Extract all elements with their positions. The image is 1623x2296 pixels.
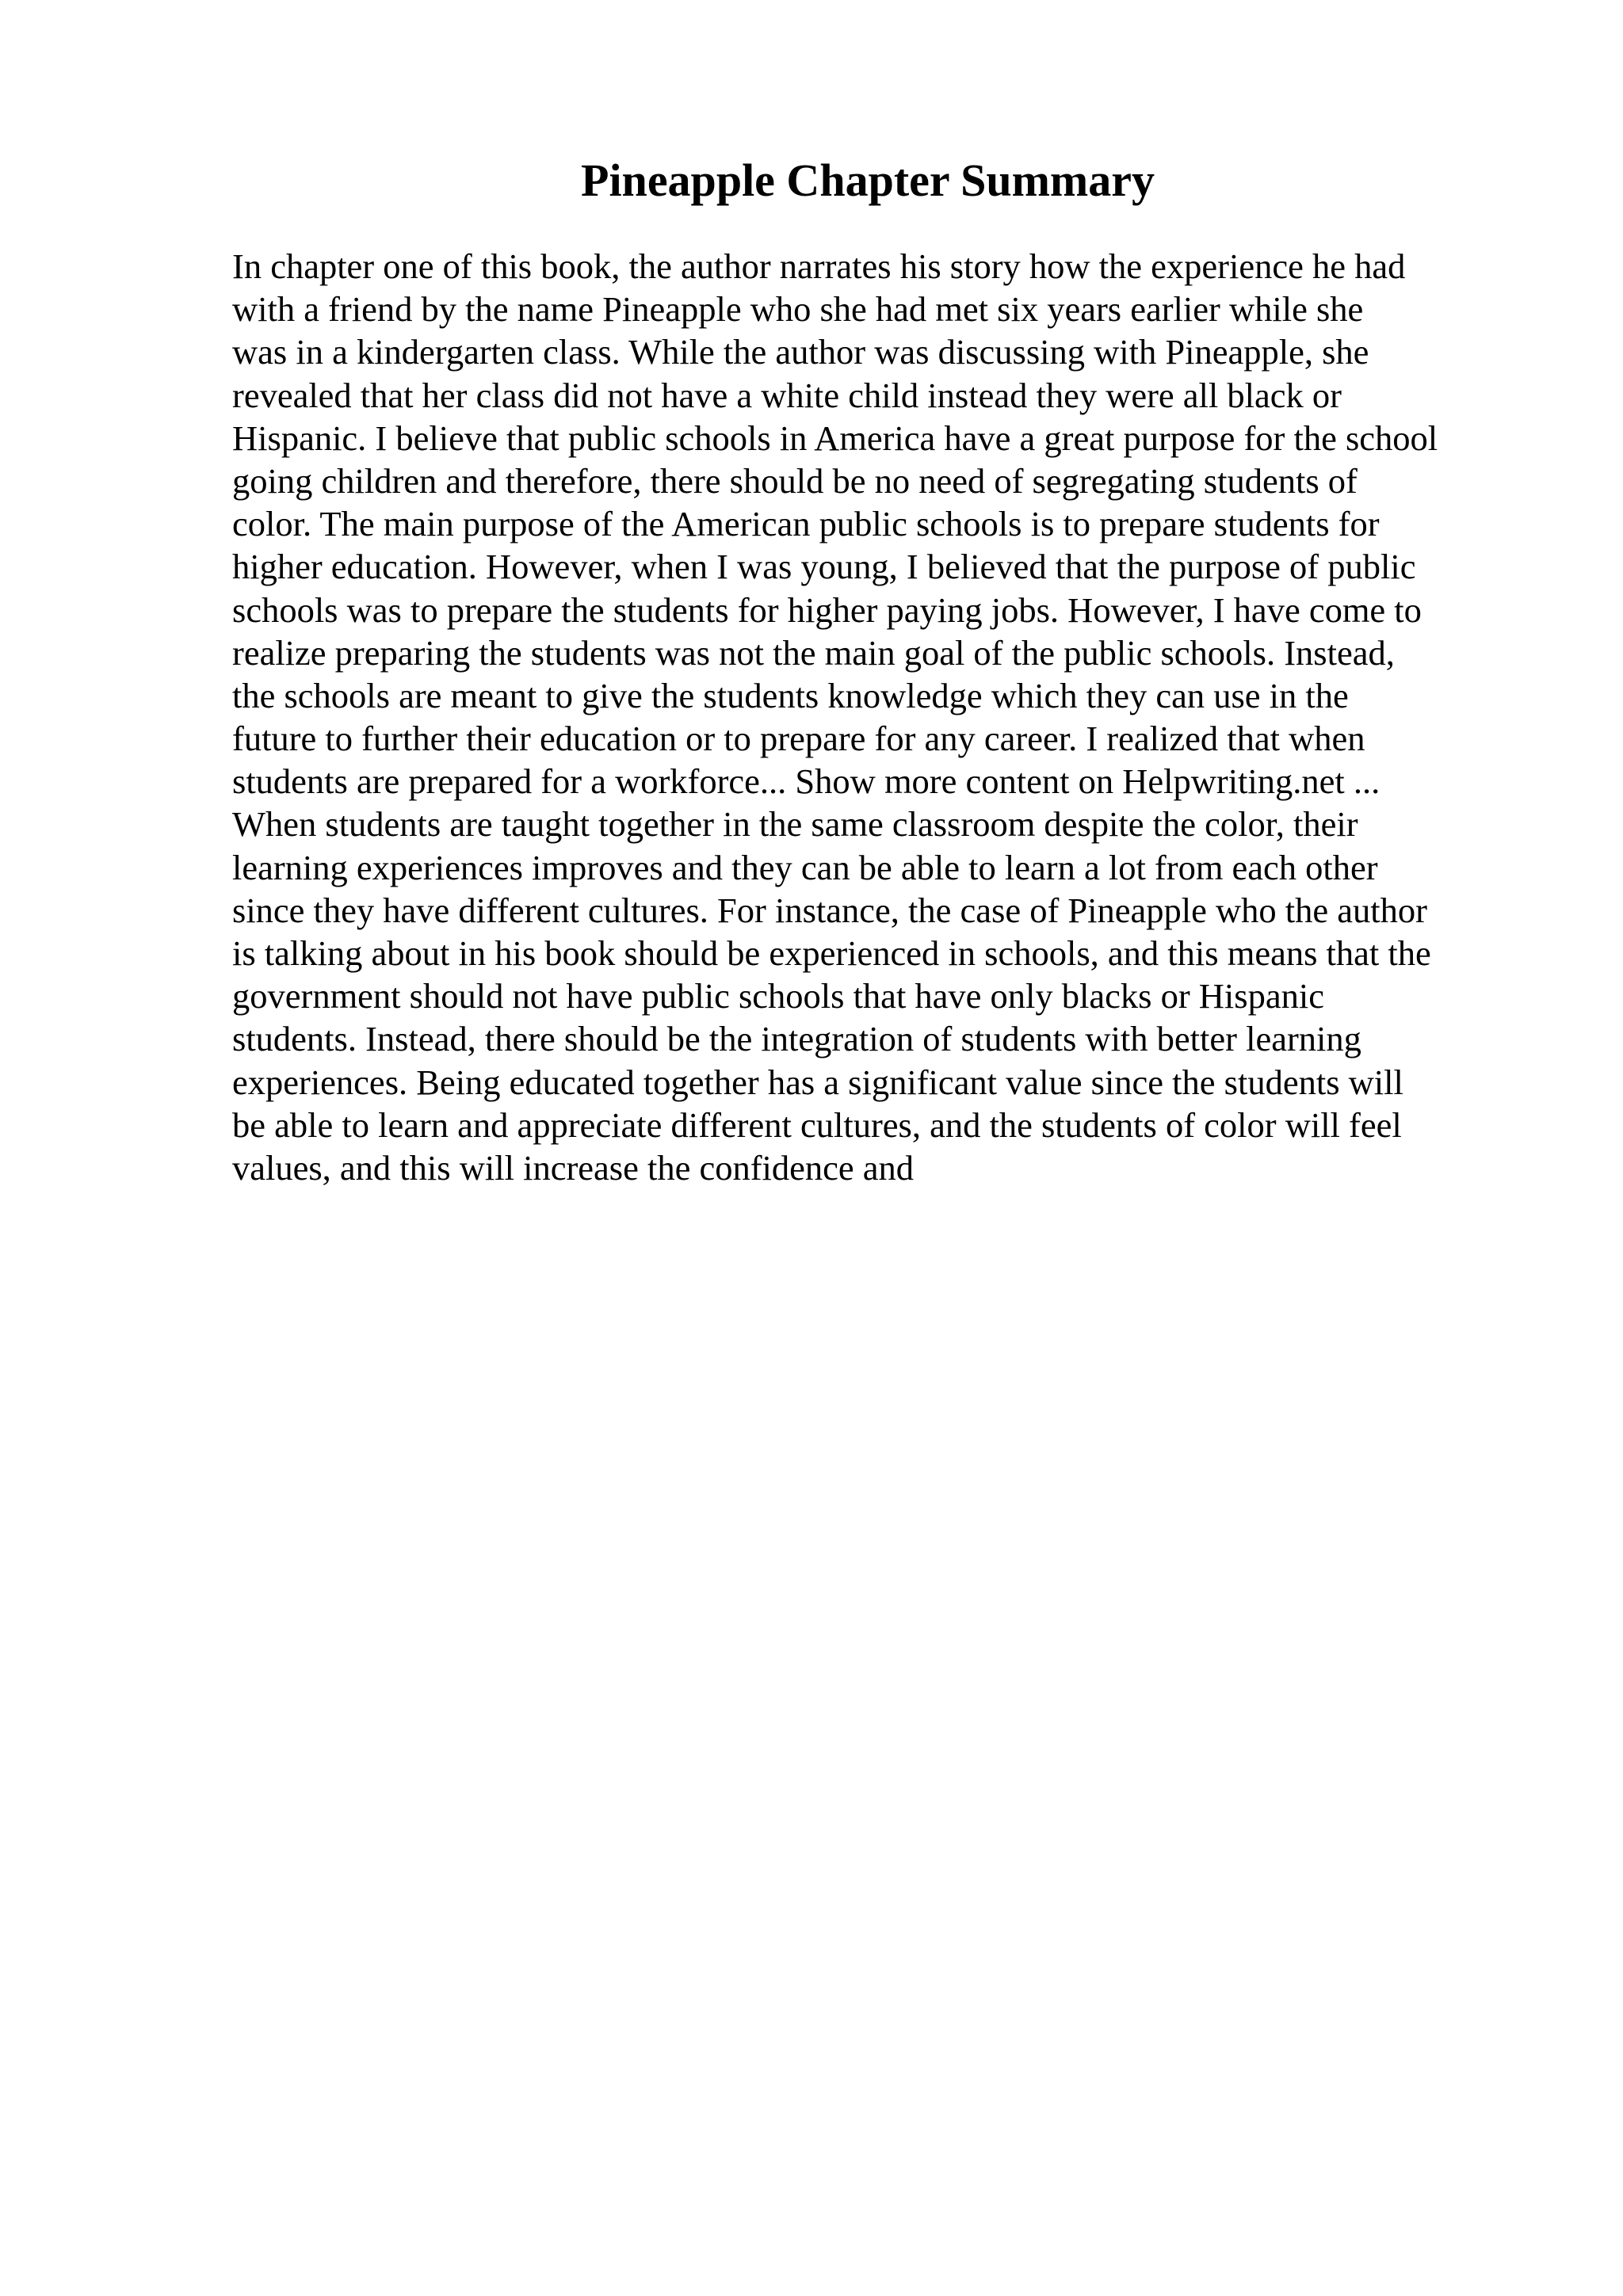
body-line: going children and therefore, there should be no need of segregating students of [232,460,1358,501]
document-title: Pineapple Chapter Summary [581,154,1155,206]
body-line: future to further their education or to prepare for any career. I realized that when [232,719,1365,759]
body-line: Hispanic. I believe that public schools in America have a great purpose for the school [232,418,1438,458]
body-line: was in a kindergarten class. While the author was discussing with Pineapple, she [232,332,1369,372]
body-line: color. The main purpose of the American public schools is to prepare students for [232,504,1380,544]
body-line: experiences. Being educated together has a significant value since the students will [232,1062,1403,1102]
body-line: learning experiences improves and they can be able to learn a lot from each other [232,847,1378,887]
body-line: with a friend by the name Pineapple who she had met six years earlier while she [232,289,1364,330]
document-body [232,245,1516,1189]
body-line: be able to learn and appreciate different cultures, and the students of color will feel [232,1104,1402,1145]
body-line: the schools are meant to give the students knowledge which they can use in the [232,675,1349,715]
body-line: students. Instead, there should be the integration of students with better learning [232,1019,1361,1059]
body-line: since they have different cultures. For instance, the case of Pineapple who the author [232,890,1427,930]
body-line: higher education. However, when I was young, I believed that the purpose of public [232,547,1416,587]
body-line: When students are taught together in the same classroom despite the color, their [232,804,1358,845]
body-line: realize preparing the students was not the main goal of the public schools. Instead, [232,632,1395,673]
body-line: revealed that her class did not have a white child instead they were all black or [232,375,1342,415]
body-line: In chapter one of this book, the author narrates his story how the experience he had [232,246,1406,286]
body-line: values, and this will increase the confidence and [232,1147,915,1188]
body-line: schools was to prepare the students for higher paying jobs. However, I have come to [232,589,1422,630]
body-line: students are prepared for a workforce... Show more content on Helpwriting.net ... [232,761,1381,802]
body-line: is talking about in his book should be experienced in schools, and this means that the [232,933,1431,973]
body-line: government should not have public schools that have only blacks or Hispanic [232,976,1324,1016]
